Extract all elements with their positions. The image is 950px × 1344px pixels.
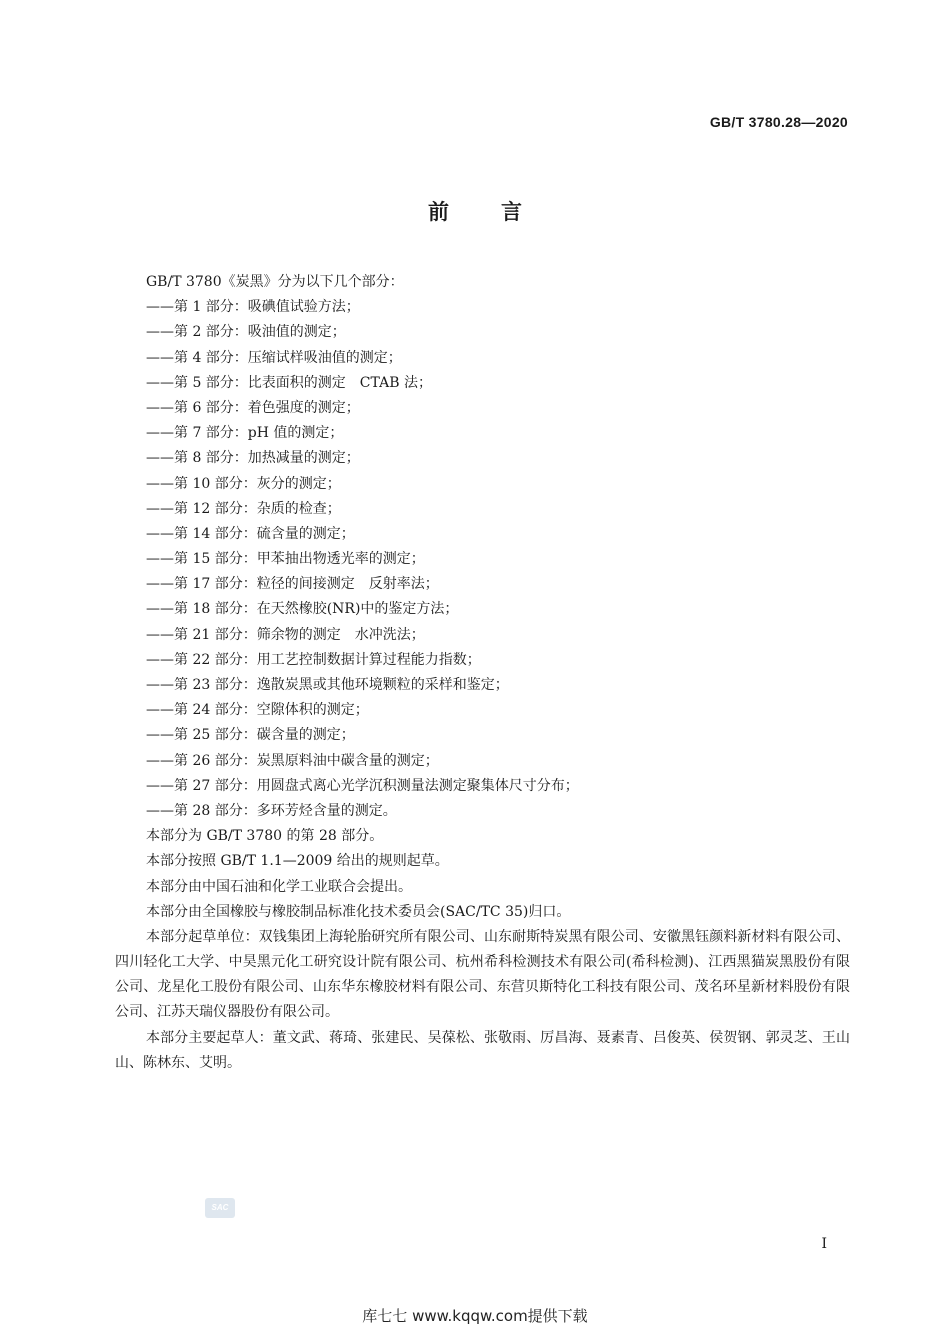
parts-list [115,295,850,824]
part-list-item: ——第 18 部分：在天然橡胶(NR)中的鉴定方法； [146,601,459,618]
title-char-2: 言 [501,200,522,224]
sac-logo: SAC [205,1198,235,1218]
foreword-body [115,270,850,1076]
page-number: I [821,1236,827,1252]
download-footer: 库七七 www.kqqw.com提供下载 [362,1307,588,1325]
part-list-item: ——第 26 部分：炭黑原料油中碳含量的测定； [146,752,439,769]
part-list-item: ——第 14 部分：硫含量的测定； [146,525,355,542]
title-char-1: 前 [428,200,449,224]
part-list-item: ——第 28 部分：多环芳烃含量的测定。 [146,802,397,819]
part-list-item: ——第 15 部分：甲苯抽出物透光率的测定； [146,551,425,568]
part-list-item: ——第 6 部分：着色强度的测定； [146,399,360,416]
part-list-item: ——第 1 部分：吸碘值试验方法； [146,299,360,316]
statement-line: 本部分按照 GB/T 1.1—2009 给出的规则起草。 [146,853,449,870]
part-list-item: ——第 8 部分：加热减量的测定； [146,450,360,467]
part-list-item: ——第 12 部分：杂质的检查； [146,500,341,517]
part-list-item: ——第 25 部分：碳含量的测定； [146,727,355,744]
part-list-item: ——第 10 部分：灰分的测定； [146,475,341,492]
intro-line: GB/T 3780《炭黑》分为以下几个部分： [146,274,404,290]
part-list-item: ——第 21 部分：筛余物的测定 水冲洗法； [146,626,425,643]
statements-list [115,824,850,925]
part-list-item: ——第 2 部分：吸油值的测定； [146,324,346,341]
standard-number: GB/T 3780.28—2020 [709,114,848,130]
part-list-item: ——第 7 部分：pH 值的测定； [146,425,344,442]
statement-line: 本部分为 GB/T 3780 的第 28 部分。 [146,828,384,845]
part-list-item: ——第 5 部分：比表面积的测定 CTAB 法； [146,374,432,391]
part-list-item: ——第 22 部分：用工艺控制数据计算过程能力指数； [146,651,481,668]
statement-line: 本部分由中国石油和化学工业联合会提出。 [146,878,412,895]
part-list-item: ——第 23 部分：逸散炭黑或其他环境颗粒的采样和鉴定； [146,677,509,693]
statement-line: 本部分由全国橡胶与橡胶制品标准化技术委员会(SAC/TC 35)归口。 [146,903,571,920]
part-list-item: ——第 4 部分：压缩试样吸油值的测定； [146,349,402,366]
drafting-units-paragraph: 本部分起草单位：双钱集团上海轮胎研究所有限公司、山东耐斯特炭黑有限公司、安徽黑钰颜料新材料有限公司、四川轻化工大学、中昊黑元化工研究设计院有限公司、杭州希科检测技术有限公司(希科检测)、江西黑猫炭黑股份有限公司、龙星化工股份有限公司、山东华东橡胶材料有限公司、东营贝斯特化工科技有限公司、茂名环星新材料股份有限公司、江苏天瑞仪器股份有限公司。 [115,928,850,1021]
page-title [0,196,950,226]
part-list-item: ——第 24 部分：空隙体积的测定； [146,702,369,719]
part-list-item: ——第 17 部分：粒径的间接测定 反射率法； [146,576,439,593]
drafters-paragraph: 本部分主要起草人：董文武、蒋琦、张建民、吴葆松、张敬雨、厉昌海、聂素青、吕俊英、侯贺钢、郭灵芝、王山山、陈林东、艾明。 [115,1029,850,1071]
part-list-item: ——第 27 部分：用圆盘式离心光学沉积测量法测定聚集体尺寸分布； [146,777,579,794]
